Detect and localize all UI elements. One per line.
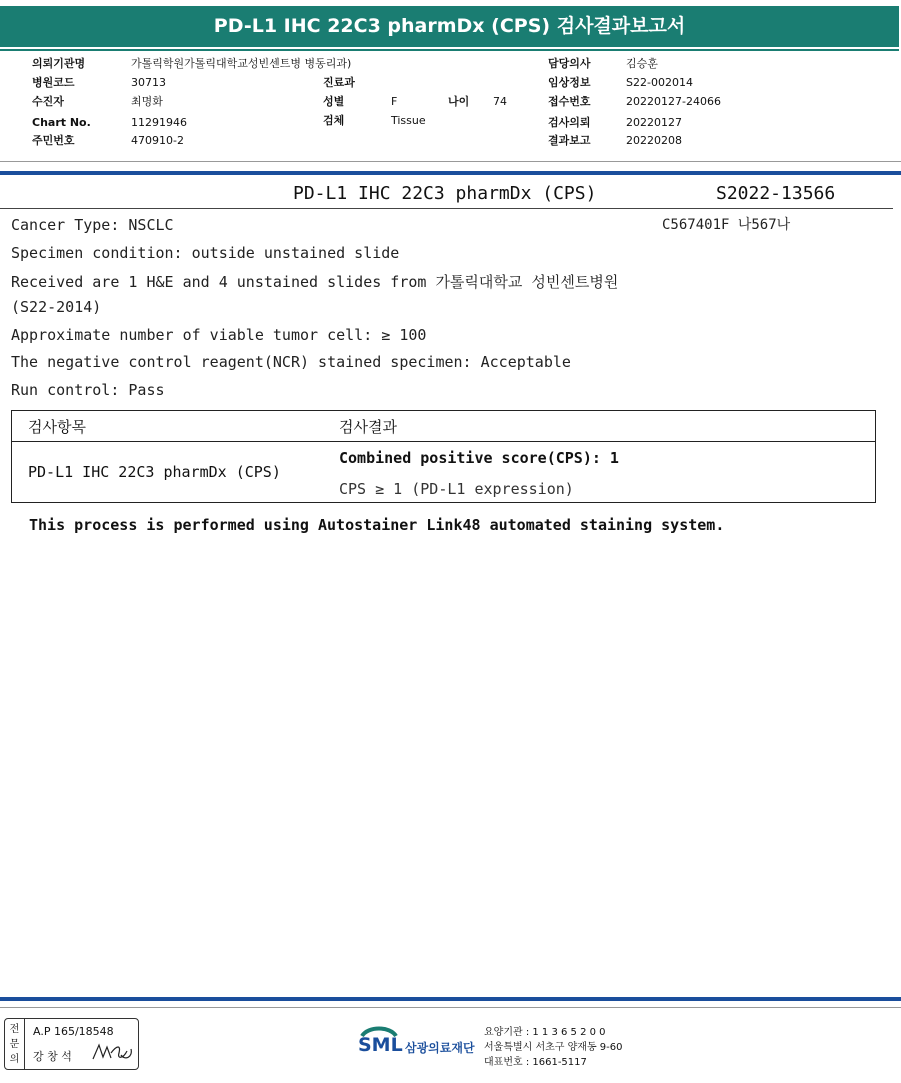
report-number: S2022-13566	[716, 183, 836, 204]
resident-value: 470910-2	[131, 134, 184, 147]
patient-info	[0, 54, 901, 154]
col-header-result: 검사결과	[339, 418, 397, 436]
report-header-divider	[0, 208, 893, 209]
report-line: Approximate number of viable tumor cell: ≥ 100	[11, 326, 427, 344]
clinical-label: 임상정보	[548, 76, 591, 89]
cps-interpretation: CPS ≥ 1 (PD-L1 expression)	[339, 480, 574, 498]
report-title: PD-L1 IHC 22C3 pharmDx (CPS) 검사결과보고서	[213, 15, 686, 37]
cps-score: Combined positive score(CPS): 1	[339, 449, 619, 467]
hospital-code-label: 병원코드	[32, 76, 75, 89]
specimen-value: Tissue	[391, 114, 426, 127]
institution-value: 가톨릭학원가톨릭대학교성빈센트병 병동리과)	[131, 57, 352, 70]
test-title: PD-L1 IHC 22C3 pharmDx (CPS)	[293, 183, 597, 204]
footer-thin-rule	[0, 1007, 901, 1008]
footer-top-rule	[0, 997, 901, 1001]
col-header-item: 검사항목	[28, 418, 86, 436]
results-table	[11, 410, 876, 503]
report-line: Received are 1 H&E and 4 unstained slides from 가톨릭대학교 성빈센트병원	[11, 273, 619, 291]
ap-number: A.P 165/18548	[33, 1025, 114, 1038]
test-item: PD-L1 IHC 22C3 pharmDx (CPS)	[28, 463, 281, 481]
receipt-value: 20220127-24066	[626, 95, 721, 108]
report-line: Specimen condition: outside unstained slide	[11, 244, 400, 262]
department-label: 진료과	[323, 76, 355, 89]
logo-text: SML	[358, 1034, 403, 1056]
institution-info	[484, 1025, 623, 1070]
clinical-value: S22-002014	[626, 76, 693, 89]
hospital-code-value: 30713	[131, 76, 166, 89]
receipt-label: 접수번호	[548, 95, 591, 108]
request-value: 20220127	[626, 116, 682, 129]
specialist-box	[4, 1018, 139, 1070]
report-line: Run control: Pass	[11, 381, 165, 399]
age-label: 나이	[448, 95, 470, 108]
address: 서울특별시 서초구 양재동 9-60	[484, 1042, 623, 1053]
phone: 대표번호 : 1661-5117	[484, 1057, 587, 1068]
report-line: Cancer Type: NSCLC	[11, 216, 174, 234]
specialist-char: 전	[9, 1024, 20, 1035]
chart-label: Chart No.	[32, 116, 91, 129]
report-date-value: 20220208	[626, 134, 682, 147]
report-line: (S22-2014)	[11, 298, 102, 316]
patient-value: 최명화	[131, 95, 163, 108]
foundation-name: 삼광의료재단	[405, 1041, 475, 1055]
sex-label: 성별	[323, 95, 345, 108]
report-date-label: 결과보고	[548, 134, 591, 147]
sex-value: F	[391, 95, 398, 108]
request-label: 검사의뢰	[548, 116, 591, 129]
specialist-char: 문	[9, 1039, 20, 1050]
specialist-char: 의	[9, 1054, 20, 1065]
block-id: C567401F 나567나	[662, 217, 791, 233]
resident-label: 주민번호	[32, 134, 75, 147]
report-line: The negative control reagent(NCR) stained specimen: Acceptable	[11, 353, 571, 371]
info-divider	[0, 161, 901, 162]
specialist-label	[5, 1019, 25, 1069]
specimen-label: 검체	[323, 114, 345, 127]
doctor-label: 담당의사	[548, 57, 591, 70]
institution-label: 의뢰기관명	[32, 57, 86, 70]
results-table-header	[12, 411, 875, 442]
doctor-name: 강 창 석	[33, 1050, 72, 1063]
patient-label: 수진자	[32, 95, 64, 108]
signature-icon	[91, 1041, 135, 1063]
doctor-value: 김승훈	[626, 57, 658, 70]
report-title-bar	[0, 6, 899, 47]
age-value: 74	[493, 95, 507, 108]
process-note: This process is performed using Autostainer Link48 automated staining system.	[29, 516, 725, 534]
institution-code: 요양기관 : 1 1 3 6 5 2 0 0	[484, 1027, 606, 1038]
sml-logo	[356, 1024, 402, 1058]
report-top-rule	[0, 171, 901, 175]
chart-value: 11291946	[131, 116, 187, 129]
